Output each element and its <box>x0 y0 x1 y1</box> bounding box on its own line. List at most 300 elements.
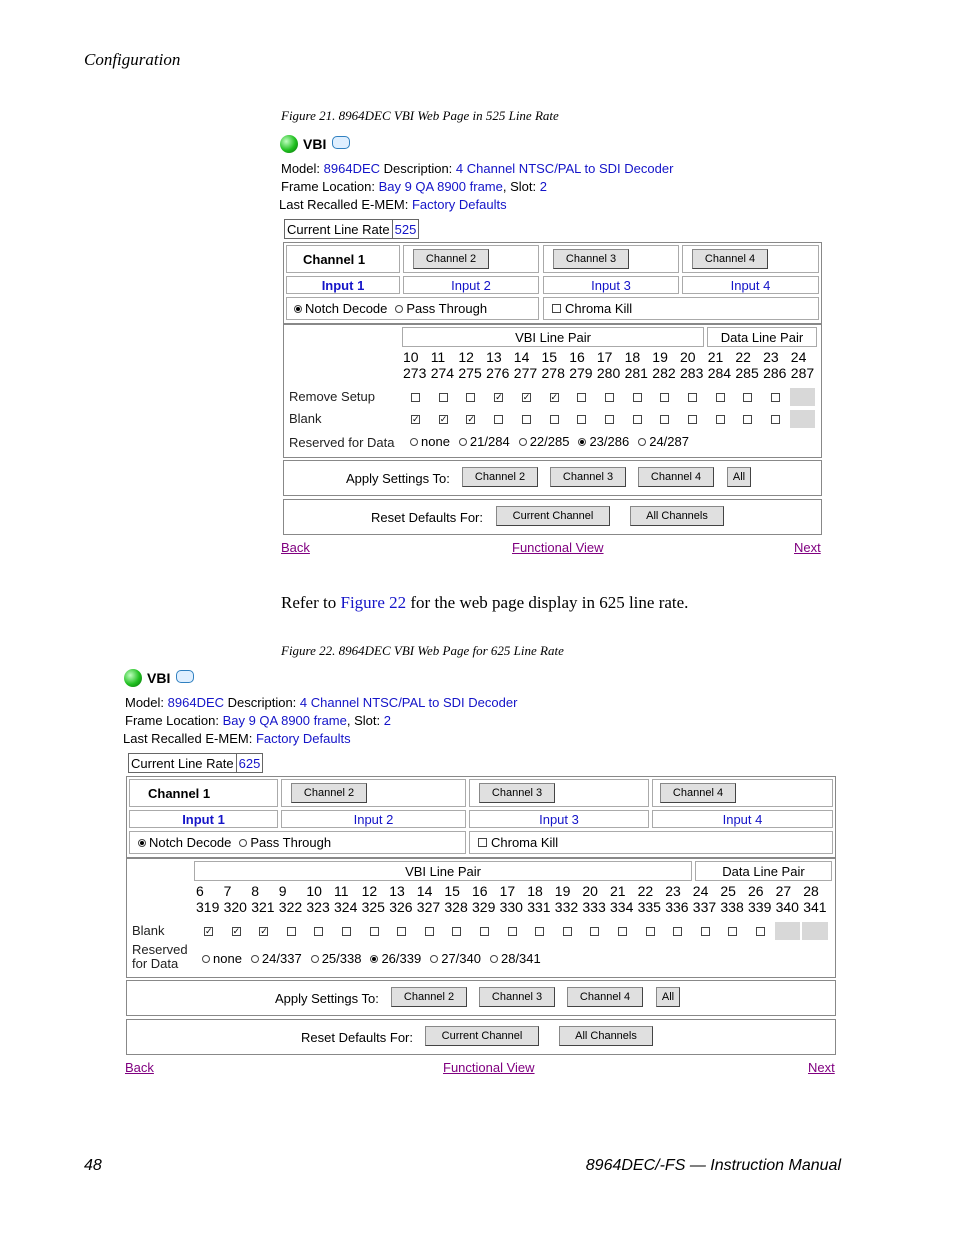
line-number-bottom: 274 <box>430 365 455 381</box>
line-number-cell <box>625 349 648 381</box>
status-led-icon <box>124 669 142 687</box>
frame-link[interactable]: Bay 9 QA 8900 frame <box>378 179 503 194</box>
line-number-bottom: 335 <box>637 899 661 915</box>
line-number-cell <box>527 883 550 915</box>
line-number-top: 22 <box>637 883 654 899</box>
apply-channel-3-button[interactable]: Channel 3 <box>550 467 626 487</box>
data-line-pair-header: Data Line Pair <box>695 861 832 881</box>
input-4-link[interactable]: Input 4 <box>652 810 833 828</box>
line-number-cell <box>514 349 537 381</box>
line-number-top: 27 <box>775 883 792 899</box>
refresh-icon[interactable] <box>176 670 194 683</box>
pass-through-label: Pass Through <box>250 835 332 850</box>
disabled-cell <box>790 388 816 406</box>
figure-22-webpage <box>124 666 836 1086</box>
apply-panel <box>126 980 836 1016</box>
remove-setup-checkbox[interactable]: ✓ <box>550 392 559 402</box>
reserved-label: Reserved for Data <box>289 435 395 450</box>
reserved-options <box>410 434 689 449</box>
line-number-bottom: 333 <box>582 899 606 915</box>
remove-setup-checkbox[interactable]: ✓ <box>495 392 503 402</box>
chroma-kill-label: Chroma Kill <box>491 835 559 850</box>
blank-checkbox[interactable] <box>716 415 725 424</box>
line-number-top: 8 <box>251 883 259 899</box>
blank-checkbox[interactable] <box>618 927 627 936</box>
reserved-options <box>202 951 541 966</box>
line-number-bottom: 283 <box>680 365 704 381</box>
status-led-icon <box>280 135 298 153</box>
line-number-top: 23 <box>763 349 779 365</box>
line-number-top: 16 <box>472 883 488 899</box>
line-number-cell <box>776 883 799 915</box>
reset-all-channels-button[interactable]: All Channels <box>630 506 724 526</box>
line-rate-value: 625 <box>236 754 263 772</box>
reserved-radio[interactable] <box>490 955 498 963</box>
apply-channel-2-button[interactable]: Channel 2 <box>462 467 538 487</box>
refresh-icon[interactable] <box>332 136 350 149</box>
functional-view-link[interactable]: Functional View <box>443 1060 535 1075</box>
blank-checkbox[interactable] <box>701 927 710 936</box>
apply-channel-3-button[interactable]: Channel 3 <box>479 987 555 1007</box>
reserved-radio[interactable] <box>578 438 586 446</box>
input-2-link[interactable]: Input 2 <box>281 810 466 828</box>
frame-label: Frame Location: <box>125 713 219 728</box>
blank-checkbox[interactable] <box>480 927 489 936</box>
blank-checkbox[interactable] <box>577 415 586 424</box>
line-number-top: 16 <box>569 349 585 365</box>
line-number-bottom: 323 <box>306 899 330 915</box>
reserved-radio[interactable] <box>430 955 438 963</box>
remove-setup-checkbox[interactable] <box>633 393 642 402</box>
line-number-top: 20 <box>582 883 598 899</box>
line-number-top: 24 <box>790 349 807 365</box>
model-line <box>125 695 517 710</box>
reset-label: Reset Defaults For: <box>301 1030 413 1045</box>
channel-panel <box>126 776 836 858</box>
vbi-line-pair-header: VBI Line Pair <box>402 327 704 347</box>
page-title: VBI <box>147 670 171 686</box>
line-number-top: 25 <box>720 883 736 899</box>
channel-2-button[interactable]: Channel 2 <box>291 783 367 803</box>
notch-decode-label: Notch Decode <box>305 301 388 316</box>
data-line-pair-header: Data Line Pair <box>707 327 817 347</box>
blank-checkbox[interactable] <box>646 927 655 936</box>
pass-through-radio[interactable] <box>395 305 403 313</box>
figure-22-caption: Figure 22. 8964DEC VBI Web Page for 625 Line Rate <box>281 643 564 658</box>
page-title: VBI <box>303 136 327 152</box>
line-number-bottom: 329 <box>472 899 496 915</box>
line-number-cell <box>720 883 743 915</box>
line-number-top: 18 <box>624 349 641 365</box>
line-number-top: 28 <box>803 883 819 899</box>
line-number-cell <box>763 349 786 381</box>
input-4-link[interactable]: Input 4 <box>682 276 819 294</box>
line-number-bottom: 273 <box>403 365 427 381</box>
chroma-cell <box>543 297 819 320</box>
line-number-top: 20 <box>680 349 696 365</box>
reserved-option-label: 24/337 <box>261 951 302 966</box>
model-label: Model: <box>125 695 165 710</box>
line-number-cell <box>458 349 481 381</box>
line-number-top: 17 <box>596 349 613 365</box>
model-link[interactable]: 8964DEC <box>323 161 381 176</box>
apply-label: Apply Settings To: <box>346 471 450 486</box>
line-number-cell <box>224 883 247 915</box>
disabled-cell <box>802 922 828 940</box>
reserved-option-label: none <box>421 434 450 449</box>
remove-setup-checkbox[interactable] <box>771 393 780 402</box>
reserved-radio[interactable] <box>638 438 646 446</box>
decode-mode-cell <box>286 297 539 320</box>
line-number-top: 15 <box>444 883 460 899</box>
slot-link[interactable]: 2 <box>539 179 547 194</box>
channel-3-button[interactable]: Channel 3 <box>553 249 629 269</box>
line-number-bottom: 320 <box>223 899 247 915</box>
figure-22-link[interactable]: Figure 22 <box>340 593 407 612</box>
reset-current-channel-button[interactable]: Current Channel <box>496 506 610 526</box>
chroma-kill-checkbox[interactable] <box>478 838 487 847</box>
line-number-cell <box>791 349 814 381</box>
line-number-top: 12 <box>361 883 378 899</box>
apply-all-button[interactable]: All <box>656 987 680 1007</box>
reserved-label-line-2: for Data <box>132 956 179 971</box>
frame-line <box>281 179 547 194</box>
back-link[interactable]: Back <box>281 540 310 555</box>
blank-checkbox[interactable] <box>660 415 669 424</box>
reserved-radio[interactable] <box>202 955 210 963</box>
slot-label: , Slot: <box>346 713 381 728</box>
vbi-header <box>124 666 194 690</box>
line-number-bottom: 277 <box>513 365 538 381</box>
line-number-cell <box>803 883 826 915</box>
remove-setup-checkbox[interactable] <box>605 393 614 402</box>
line-number-top: 9 <box>278 883 287 899</box>
channel-4-button[interactable]: Channel 4 <box>692 249 768 269</box>
reserved-option-label: 25/338 <box>321 951 362 966</box>
reset-current-channel-button[interactable]: Current Channel <box>425 1026 539 1046</box>
input-1-label: Input 1 <box>129 810 278 828</box>
line-number-bottom: 337 <box>692 899 717 915</box>
blank-checkbox[interactable]: ✓ <box>260 926 268 936</box>
blank-checkbox[interactable] <box>452 927 461 936</box>
line-number-top: 15 <box>541 349 558 365</box>
line-number-top: 18 <box>527 883 543 899</box>
notch-decode-label: Notch Decode <box>149 835 232 850</box>
description-link[interactable]: 4 Channel NTSC/PAL to SDI Decoder <box>299 695 518 710</box>
body-text-pre: Refer to <box>281 593 341 612</box>
reserved-label-line-1: Reserved <box>132 942 188 957</box>
line-number-cell <box>500 883 523 915</box>
blank-checkbox[interactable] <box>535 927 544 936</box>
next-link[interactable]: Next <box>808 1060 835 1075</box>
line-number-cell <box>403 349 426 381</box>
line-number-bottom: 278 <box>541 365 565 381</box>
disabled-cell <box>790 410 816 428</box>
line-number-top: 19 <box>554 883 571 899</box>
remove-setup-checkbox[interactable] <box>577 393 586 402</box>
line-number-bottom: 325 <box>361 899 385 915</box>
input-3-link[interactable]: Input 3 <box>543 276 679 294</box>
input-3-link[interactable]: Input 3 <box>469 810 649 828</box>
reserved-option-label: 28/341 <box>500 951 541 966</box>
line-rate-value: 525 <box>392 220 419 238</box>
blank-checkbox[interactable]: ✓ <box>205 926 213 936</box>
line-number-cell <box>196 883 219 915</box>
reserved-option-label: 27/340 <box>441 951 481 966</box>
reserved-radio[interactable] <box>370 955 378 963</box>
reserved-radio[interactable] <box>519 438 527 446</box>
remove-setup-checkbox[interactable] <box>411 393 420 402</box>
apply-channel-4-button[interactable]: Channel 4 <box>638 467 714 487</box>
body-text-post: for the web page display in 625 line rate. <box>406 593 689 612</box>
description-label: Description: <box>227 695 297 710</box>
line-number-top: 7 <box>223 883 232 899</box>
blank-checkbox[interactable] <box>590 927 599 936</box>
channel-title: Channel 1 <box>129 779 278 807</box>
pass-through-label: Pass Through <box>406 301 488 316</box>
frame-link[interactable]: Bay 9 QA 8900 frame <box>222 713 347 728</box>
line-number-cell <box>708 349 731 381</box>
line-number-top: 13 <box>389 883 405 899</box>
chroma-cell <box>469 831 833 854</box>
blank-checkbox[interactable] <box>563 927 572 936</box>
disabled-cell <box>775 922 801 940</box>
blank-checkbox[interactable]: ✓ <box>412 414 420 424</box>
line-number-cell <box>693 883 716 915</box>
line-number-cell <box>542 349 565 381</box>
line-number-top: 11 <box>334 883 349 899</box>
blank-checkbox[interactable] <box>743 415 752 424</box>
line-number-bottom: 327 <box>416 899 441 915</box>
remove-setup-label: Remove Setup <box>289 389 375 404</box>
slot-link[interactable]: 2 <box>383 713 391 728</box>
line-number-cell <box>555 883 578 915</box>
line-number-cell <box>417 883 440 915</box>
line-number-cell <box>306 883 329 915</box>
blank-checkbox[interactable] <box>494 415 503 424</box>
line-number-bottom: 322 <box>278 899 303 915</box>
remove-setup-checkbox[interactable] <box>466 393 475 402</box>
line-number-bottom: 332 <box>554 899 579 915</box>
reserved-option-label: 24/287 <box>649 434 689 449</box>
line-number-cell <box>362 883 385 915</box>
description-link[interactable]: 4 Channel NTSC/PAL to SDI Decoder <box>455 161 674 176</box>
reset-all-channels-button[interactable]: All Channels <box>559 1026 653 1046</box>
channel-panel <box>283 242 822 324</box>
notch-decode-radio[interactable] <box>294 305 302 313</box>
apply-all-button[interactable]: All <box>727 467 751 487</box>
line-number-bottom: 284 <box>707 365 732 381</box>
reset-panel <box>283 499 822 535</box>
line-number-top: 23 <box>665 883 681 899</box>
emem-link[interactable]: Factory Defaults <box>255 731 351 746</box>
line-number-top: 21 <box>610 883 626 899</box>
pass-through-radio[interactable] <box>239 839 247 847</box>
emem-link[interactable]: Factory Defaults <box>411 197 507 212</box>
blank-checkbox[interactable] <box>397 927 406 936</box>
line-number-bottom: 331 <box>527 899 551 915</box>
line-number-top: 26 <box>748 883 764 899</box>
line-number-cell <box>735 349 758 381</box>
blank-checkbox[interactable] <box>342 927 351 936</box>
apply-channel-2-button[interactable]: Channel 2 <box>391 987 467 1007</box>
line-number-top: 21 <box>707 349 724 365</box>
line-number-cell <box>431 349 454 381</box>
line-number-cell <box>582 883 605 915</box>
line-number-bottom: 280 <box>596 365 621 381</box>
blank-checkbox[interactable] <box>756 927 765 936</box>
apply-panel <box>283 460 822 496</box>
remove-setup-checkbox[interactable] <box>743 393 752 402</box>
blank-checkbox[interactable] <box>728 927 737 936</box>
remove-setup-checkbox[interactable] <box>439 393 448 402</box>
model-line <box>281 161 673 176</box>
channel-4-button[interactable]: Channel 4 <box>660 783 736 803</box>
line-number-bottom: 328 <box>444 899 468 915</box>
model-link[interactable]: 8964DEC <box>167 695 225 710</box>
line-number-bottom: 330 <box>499 899 523 915</box>
reserved-option-label: 21/284 <box>469 434 510 449</box>
line-number-bottom: 319 <box>196 899 220 915</box>
blank-checkbox[interactable] <box>287 927 296 936</box>
remove-setup-checkbox[interactable]: ✓ <box>522 392 531 402</box>
blank-checkbox[interactable] <box>688 415 697 424</box>
blank-checkbox[interactable]: ✓ <box>232 926 241 936</box>
line-number-bottom: 285 <box>735 365 759 381</box>
blank-checkbox[interactable] <box>425 927 434 936</box>
line-number-cell <box>279 883 302 915</box>
blank-checkbox[interactable] <box>605 415 614 424</box>
emem-label: Last Recalled E-MEM: <box>279 197 409 212</box>
line-number-top: 12 <box>458 349 474 365</box>
emem-line <box>279 197 507 212</box>
blank-label: Blank <box>132 923 165 938</box>
line-number-bottom: 326 <box>389 899 413 915</box>
reserved-label <box>132 943 188 971</box>
figure-21-caption: Figure 21. 8964DEC VBI Web Page in 525 Line Rate <box>281 108 559 123</box>
line-number-bottom: 276 <box>486 365 510 381</box>
input-2-link[interactable]: Input 2 <box>403 276 539 294</box>
blank-checkbox[interactable] <box>508 927 517 936</box>
blank-checkbox[interactable] <box>550 415 559 424</box>
line-number-cell <box>486 349 509 381</box>
reserved-option-label: 23/286 <box>589 434 630 449</box>
line-number-cell <box>748 883 771 915</box>
slot-label: , Slot: <box>502 179 537 194</box>
emem-line <box>123 731 351 746</box>
line-number-top: 10 <box>306 883 322 899</box>
blank-checkbox[interactable] <box>370 927 379 936</box>
reserved-option-label: 22/285 <box>529 434 570 449</box>
functional-view-link[interactable]: Functional View <box>512 540 604 555</box>
manual-title: 8964DEC/-FS — Instruction Manual <box>585 1157 841 1174</box>
blank-checkbox[interactable] <box>673 927 682 936</box>
blank-checkbox[interactable] <box>771 415 780 424</box>
line-number-cell <box>665 883 688 915</box>
blank-checkbox[interactable]: ✓ <box>467 414 475 424</box>
vbi-header <box>280 132 350 156</box>
line-number-top: 14 <box>513 349 530 365</box>
blank-label: Blank <box>289 411 322 426</box>
body-paragraph <box>281 593 688 613</box>
line-number-cell <box>444 883 467 915</box>
line-rate-box <box>128 753 263 773</box>
line-number-bottom: 341 <box>803 899 827 915</box>
page-number: 48 <box>84 1157 102 1174</box>
reserved-radio[interactable] <box>410 438 418 446</box>
line-number-top: 24 <box>692 883 709 899</box>
line-rate-label: Current Line Rate <box>287 221 390 237</box>
description-label: Description: <box>383 161 453 176</box>
chroma-kill-checkbox[interactable] <box>552 304 561 313</box>
line-number-bottom: 339 <box>748 899 772 915</box>
remove-setup-checkbox[interactable] <box>660 393 669 402</box>
line-number-bottom: 336 <box>665 899 689 915</box>
emem-label: Last Recalled E-MEM: <box>123 731 253 746</box>
blank-checkbox[interactable]: ✓ <box>439 414 448 424</box>
line-number-cell <box>680 349 703 381</box>
line-number-top: 14 <box>416 883 433 899</box>
blank-checkbox[interactable] <box>314 927 323 936</box>
line-number-top: 10 <box>403 349 419 365</box>
remove-setup-checkbox[interactable] <box>688 393 697 402</box>
reserved-radio[interactable] <box>459 438 467 446</box>
decode-mode-cell <box>129 831 466 854</box>
line-number-bottom: 321 <box>251 899 275 915</box>
line-number-bottom: 282 <box>652 365 676 381</box>
reset-label: Reset Defaults For: <box>371 510 483 525</box>
line-number-cell <box>597 349 620 381</box>
line-number-top: 6 <box>196 883 204 899</box>
line-number-top: 13 <box>486 349 502 365</box>
remove-setup-checkbox[interactable] <box>716 393 725 402</box>
line-number-cell <box>638 883 661 915</box>
line-number-bottom: 324 <box>334 899 358 915</box>
channel-3-button[interactable]: Channel 3 <box>479 783 555 803</box>
line-number-bottom: 287 <box>790 365 815 381</box>
vbi-grid-panel <box>126 858 836 978</box>
line-number-cell <box>652 349 675 381</box>
blank-checkbox[interactable] <box>633 415 642 424</box>
line-number-bottom: 340 <box>775 899 799 915</box>
line-number-top: 19 <box>652 349 668 365</box>
back-link[interactable]: Back <box>125 1060 154 1075</box>
line-number-cell <box>389 883 412 915</box>
apply-channel-4-button[interactable]: Channel 4 <box>567 987 643 1007</box>
line-number-top: 11 <box>430 349 446 365</box>
next-link[interactable]: Next <box>794 540 821 555</box>
vbi-grid-panel <box>283 324 822 458</box>
line-rate-box <box>284 219 419 239</box>
line-number-bottom: 281 <box>624 365 648 381</box>
line-number-cell <box>472 883 495 915</box>
chroma-kill-label: Chroma Kill <box>565 301 633 316</box>
line-number-cell <box>569 349 592 381</box>
notch-decode-radio[interactable] <box>138 839 146 847</box>
line-number-top: 22 <box>735 349 751 365</box>
channel-title: Channel 1 <box>286 245 400 273</box>
reserved-option-label: 26/339 <box>381 951 422 966</box>
channel-2-button[interactable]: Channel 2 <box>413 249 489 269</box>
page-header: Configuration <box>84 50 181 69</box>
line-number-cell <box>610 883 633 915</box>
blank-checkbox[interactable] <box>522 415 531 424</box>
reserved-radio[interactable] <box>251 955 259 963</box>
reserved-radio[interactable] <box>311 955 319 963</box>
line-number-bottom: 338 <box>720 899 744 915</box>
model-label: Model: <box>281 161 321 176</box>
apply-label: Apply Settings To: <box>275 991 379 1006</box>
